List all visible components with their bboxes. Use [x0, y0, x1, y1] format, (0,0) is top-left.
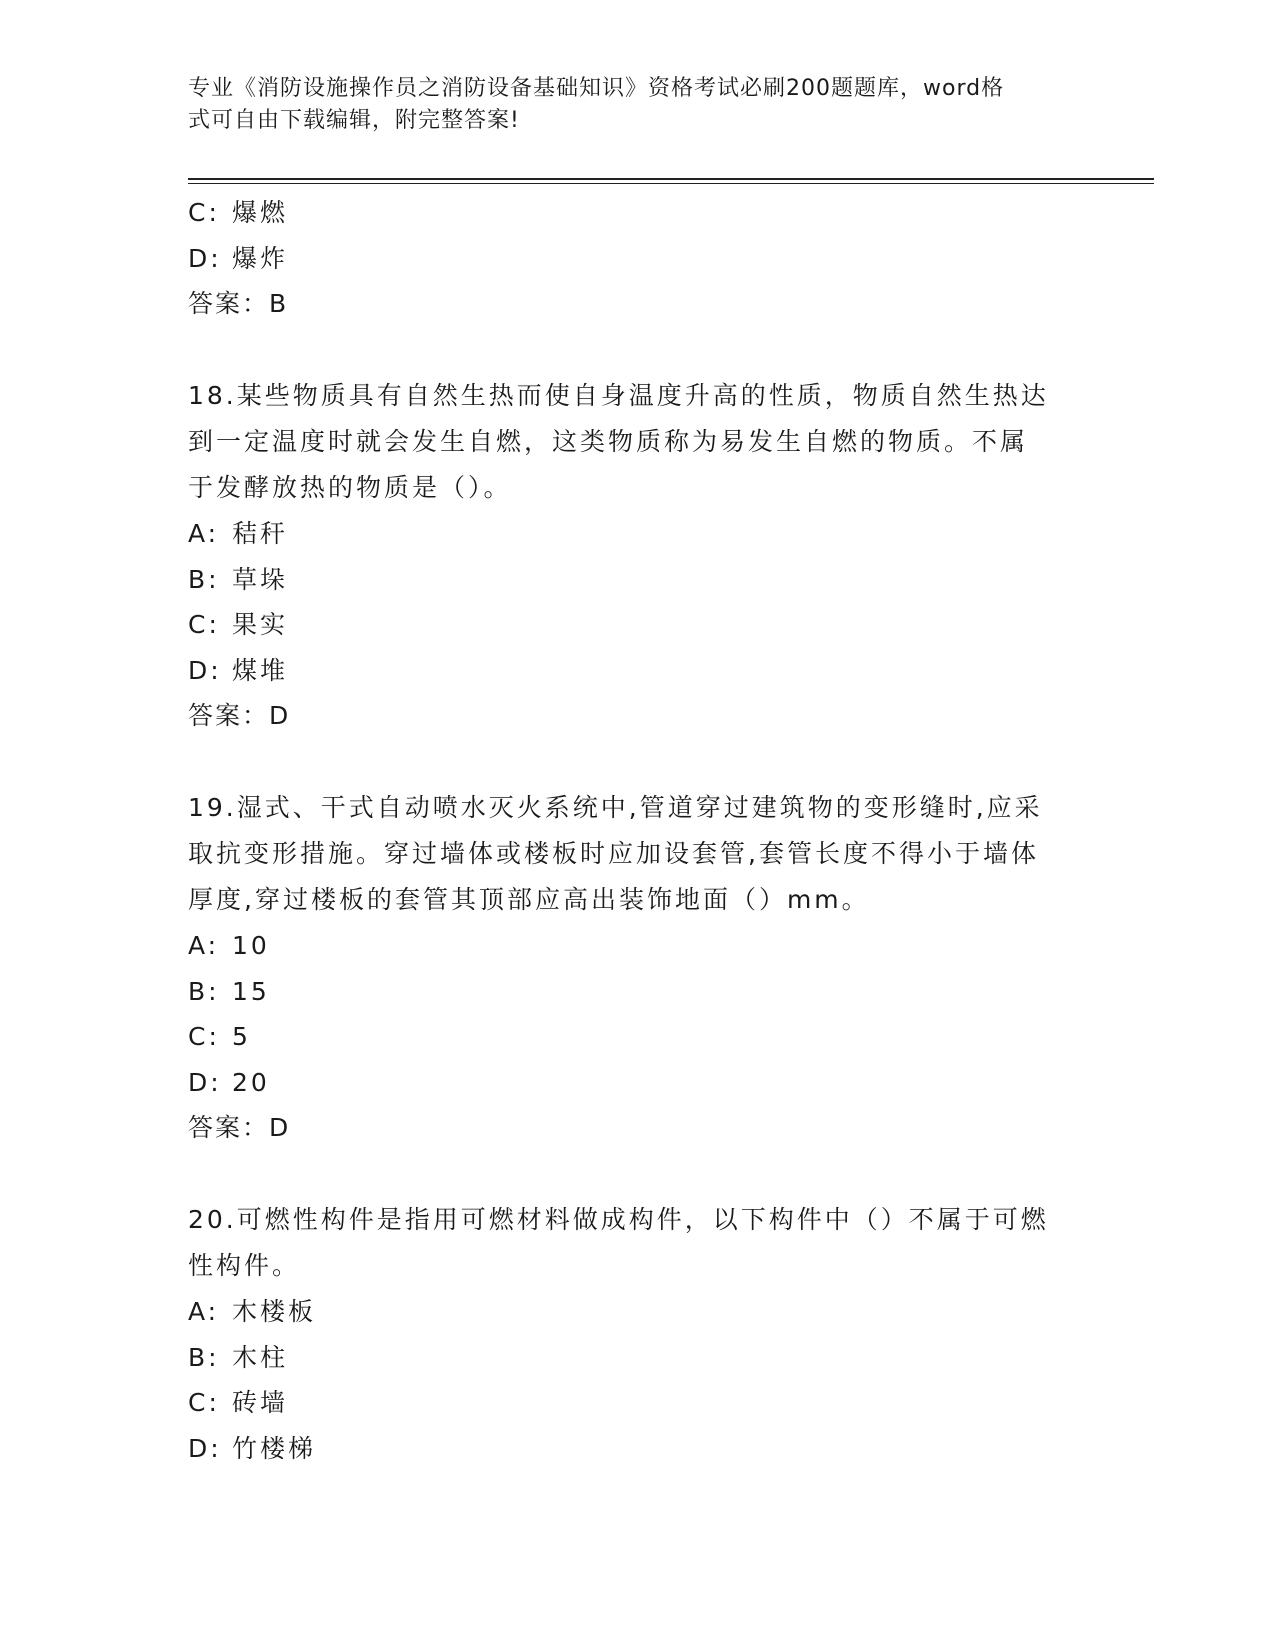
option-c	[188, 1380, 1088, 1426]
question-line: 19.湿式、干式自动喷水灭火系统中,管道穿过建筑物的变形缝时,应采	[188, 793, 1043, 822]
option-text: 20	[232, 1067, 270, 1097]
option-text: 爆燃	[232, 198, 289, 227]
option-label: D:	[188, 655, 222, 685]
option-text: 15	[232, 976, 270, 1006]
option-text: 煤堆	[232, 655, 289, 685]
option-text: 5	[232, 1022, 251, 1051]
question-list	[188, 190, 1088, 1471]
option-label: A:	[188, 931, 220, 960]
option-label: A:	[188, 519, 220, 548]
question-line: 于发酵放热的物质是（）。	[188, 473, 512, 502]
question-line: 取抗变形措施。穿过墙体或楼板时应加设套管,套管长度不得小于墙体	[188, 839, 1039, 868]
option-label: C:	[188, 610, 220, 639]
option-b	[188, 969, 1088, 1015]
answer-line: 答案：D	[188, 701, 291, 730]
answer-line: 答案：B	[188, 289, 289, 318]
option-label: A:	[188, 1297, 220, 1326]
option-label: B:	[188, 564, 220, 594]
option-text: 10	[232, 931, 270, 960]
option-label: B:	[188, 1342, 220, 1372]
header-divider-thin	[188, 183, 1154, 184]
option-c	[188, 602, 1088, 648]
option-b	[188, 1335, 1088, 1381]
question-text	[188, 373, 1088, 511]
question-text	[188, 1197, 1088, 1289]
option-d	[188, 1060, 1088, 1106]
option-text: 果实	[232, 610, 289, 639]
option-d	[188, 648, 1088, 694]
option-a	[188, 511, 1088, 557]
option-text: 竹楼梯	[232, 1433, 317, 1463]
option-c	[188, 190, 1088, 236]
question-18	[188, 373, 1088, 739]
question-20	[188, 1197, 1088, 1471]
question-line: 20.可燃性构件是指用可燃材料做成构件，以下构件中（）不属于可燃	[188, 1205, 1049, 1234]
option-d	[188, 1426, 1088, 1472]
option-text: 砖墙	[232, 1388, 289, 1417]
question-line: 厚度,穿过楼板的套管其顶部应高出装饰地面（）mm。	[188, 885, 870, 914]
question-17-tail	[188, 190, 1088, 327]
option-c	[188, 1014, 1088, 1060]
option-label: C:	[188, 1388, 220, 1417]
header-divider-thick	[188, 178, 1154, 180]
option-label: D:	[188, 1067, 222, 1097]
option-text: 爆炸	[232, 243, 289, 273]
option-b	[188, 557, 1088, 603]
option-text: 草垛	[232, 564, 289, 594]
document-header	[188, 73, 1068, 137]
option-text: 木柱	[232, 1342, 289, 1372]
header-line-1: 专业《消防设施操作员之消防设备基础知识》资格考试必刷200题题库，word格	[188, 76, 1005, 101]
question-line: 到一定温度时就会发生自燃，这类物质称为易发生自燃的物质。不属	[188, 427, 1029, 456]
option-d	[188, 236, 1088, 282]
header-line-2: 式可自由下载编辑，附完整答案!	[188, 108, 520, 133]
answer-line: 答案：D	[188, 1113, 291, 1142]
option-a	[188, 1289, 1088, 1335]
option-label: D:	[188, 243, 222, 273]
option-text: 木楼板	[232, 1297, 317, 1326]
option-text: 秸秆	[232, 519, 289, 548]
option-label: D:	[188, 1433, 222, 1463]
option-label: B:	[188, 976, 220, 1006]
question-19	[188, 785, 1088, 1151]
question-text	[188, 785, 1088, 923]
question-line: 性构件。	[188, 1251, 301, 1280]
option-label: C:	[188, 198, 220, 227]
option-a	[188, 923, 1088, 969]
option-label: C:	[188, 1022, 220, 1051]
question-line: 18.某些物质具有自然生热而使自身温度升高的性质，物质自然生热达	[188, 381, 1049, 410]
